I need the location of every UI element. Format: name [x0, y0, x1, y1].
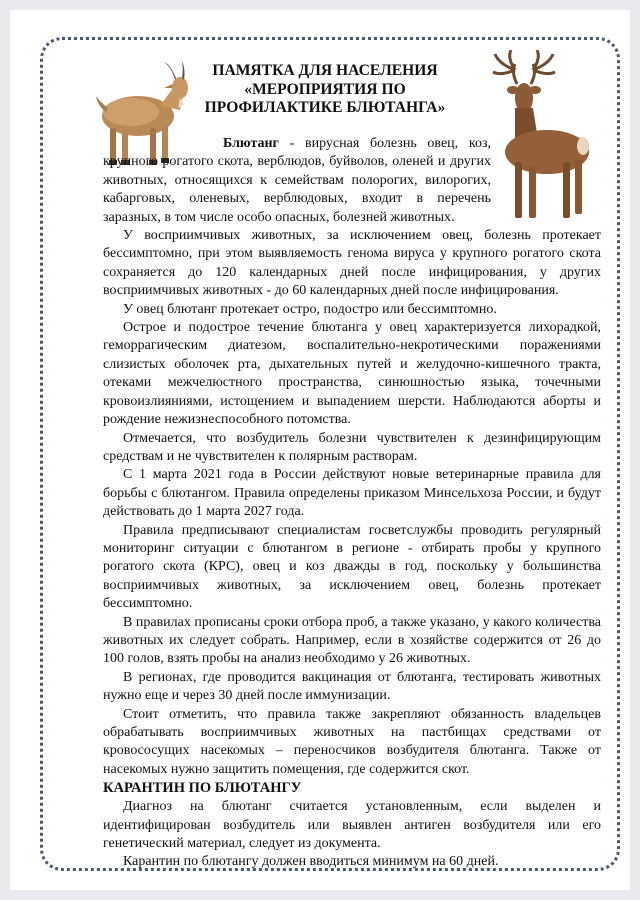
document-title: [188, 62, 462, 118]
paragraph: Правила предписывают специалистам госветслужбы проводить регулярный мониторинг ситуации с блютангом в регионе - отбирать пробы у крупного рогатого скота (КРС), овец и коз дважды в год, поскольку у большинства восприимчивых животных, за исключением овец, болезнь протекает бессимптомно.: [103, 522, 601, 612]
document-body: [103, 135, 601, 872]
section-heading: КАРАНТИН ПО БЛЮТАНГУ: [103, 780, 302, 797]
paragraph: С 1 марта 2021 года в России действуют новые ветеринарные правила для борьбы с блютангом. Правила определены приказом Минсельхоза России, и будут действовать до 1 марта 2027 года.: [103, 467, 601, 520]
paragraph: Острое и подострое течение блютанга у овец характеризуется лихорадкой, геморрагическим диатезом, воспалительно-некротическими поражениями слизистых оболочек рта, дыхательных путей и желудочно-кишечного тракта, отеками межчелюстного пространства, синюшностью языка, точечными кровоизлияниями, истощением и выпадением шерсти. Наблюдаются аборты и рождение нежизнеспособного потомства.: [103, 320, 601, 428]
document-sheet: [10, 10, 630, 890]
title-line-3: ПРОФИЛАКТИКЕ БЛЮТАНГА»: [204, 99, 446, 116]
paragraph: Карантин по блютангу должен вводиться минимум на 60 дней.: [123, 854, 499, 870]
title-line-2: «МЕРОПРИЯТИЯ ПО: [244, 80, 406, 98]
paragraph: У овец блютанг протекает остро, подостро или бессимптомно.: [123, 301, 497, 317]
paragraph: В правилах прописаны сроки отбора проб, а также указано, у какого количества животных их следует собрать. Например, если в хозяйстве содержится от 26 до 100 голов, взять пробы на анализ необходимо у 26 животных.: [103, 614, 601, 667]
paragraph: Стоит отметить, что правила также закрепляют обязанность владельцев обрабатывать восприимчивых животных на пастбищах средствами от кровососущих насекомых – переносчиков возбудителя блютанга. Также от насекомых нужно защитить помещения, где содержится скот.: [103, 706, 601, 777]
paragraph: В регионах, где проводится вакцинация от блютанга, тестировать животных нужно еще и через 30 дней после иммунизации.: [103, 669, 601, 704]
paragraph: Отмечается, что возбудитель болезни чувствителен к дезинфицирующим средствам и не чувствителен к полярным растворам.: [103, 430, 601, 464]
paragraph: У восприимчивых животных, за исключением овец, болезнь протекает бессимптомно, при этом выявляемость генома вируса у крупного рогатого скота сохраняется до 120 календарных дней после инфицирования, у других восприимчивых животных - до 60 календарных дней после инфицирования.: [103, 228, 601, 299]
paragraph: Диагноз на блютанг считается установленным, если выделен и идентифицирован возбудитель или выявлен антиген возбудителя или его генетический материал, следует из документа.: [103, 799, 601, 852]
intro-text: - вирусная болезнь овец, коз, крупного рогатого скота, верблюдов, буйволов, оленей и других животных, относящихся к семействам полорогих, вилорогих, кабарговых, оленевых, верблюдовых, входит в перечень заразных, в том числе особо опасных, болезней животных.: [103, 136, 491, 225]
intro-term: Блютанг: [223, 136, 279, 151]
intro-block: [103, 135, 601, 227]
title-line-1: ПАМЯТКА ДЛЯ НАСЕЛЕНИЯ: [212, 62, 438, 79]
